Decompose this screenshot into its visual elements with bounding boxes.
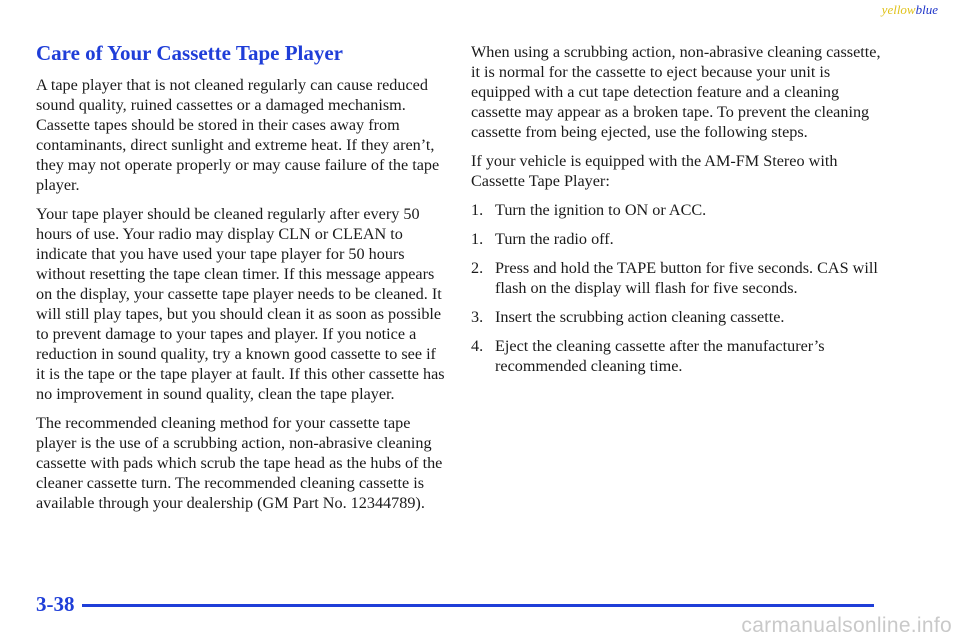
step-number: 4. [471,337,484,355]
left-paragraph: Your tape player should be cleaned regularly after every 50 hours of use. Your radio may display CLN or CLEAN to indicate that you have used your tape player for 50 hours without resetting the tape clean timer. If this message appears on the display, your cassette tape player needs to be cleaned. It will still play tapes, but you should clean it as soon as possible to prevent damage to your tapes and player. If you notice a reduction in sound quality, try a known good cassette to see if it is the tape or the tape player at fault. If this other cassette has no improvement in sound quality, clean the tape player. [36,205,445,403]
left-paragraph: A tape player that is not cleaned regularly can cause reduced sound quality, ruined cassettes or a damaged mechanism. Cassette tapes should be stored in their cases away from contaminants, direct sunlight and extreme heat. If they aren’t, they may not operate properly or may cause failure of the tape player. [36,76,440,194]
step-number: 2. [471,259,484,277]
right-column [471,42,891,385]
page-number: 3-38 [36,592,75,616]
step-number: 3. [471,308,484,326]
watermark: carmanualsonline.info [741,614,952,637]
step-number: 1. [471,201,484,219]
step-text: Turn the radio off. [495,230,614,248]
step-text: Turn the ignition to ON or ACC. [495,201,707,219]
step-text: Insert the scrubbing action cleaning cassette. [495,308,785,326]
right-paragraph: If your vehicle is equipped with the AM-FM Stereo with Cassette Tape Player: [471,152,838,190]
steps-list [471,200,891,376]
step-item [471,336,891,376]
step-item [471,200,891,220]
step-item [471,258,891,298]
step-item [471,307,891,327]
left-paragraph: The recommended cleaning method for your cassette tape player is the use of a scrubbing action, non-abrasive cleaning cassette with pads which scrub the tape head as the hubs of the cleaner cassette turn. The recommended cleaning cassette is available through your dealership (GM Part No. 12344789). [36,414,443,512]
left-column [36,40,448,522]
tag-blue: blue [915,2,938,17]
color-tag [882,2,938,18]
footer-rule [82,604,874,607]
tag-yellow: yellow [881,2,916,17]
step-item [471,229,891,249]
step-text: Eject the cleaning cassette after the manufacturer’s recommended cleaning time. [495,337,825,375]
right-paragraph: When using a scrubbing action, non-abrasive cleaning cassette, it is normal for the cassette to eject because your unit is equipped with a cut tape detection feature and a cleaning cassette may appear as a broken tape. To prevent the cleaning cassette from being ejected, use the following steps. [471,43,881,141]
step-number: 1. [471,230,484,248]
step-text: Press and hold the TAPE button for five seconds. CAS will flash on the display will flash for five seconds. [495,259,878,297]
section-title: Care of Your Cassette Tape Player [36,41,343,65]
